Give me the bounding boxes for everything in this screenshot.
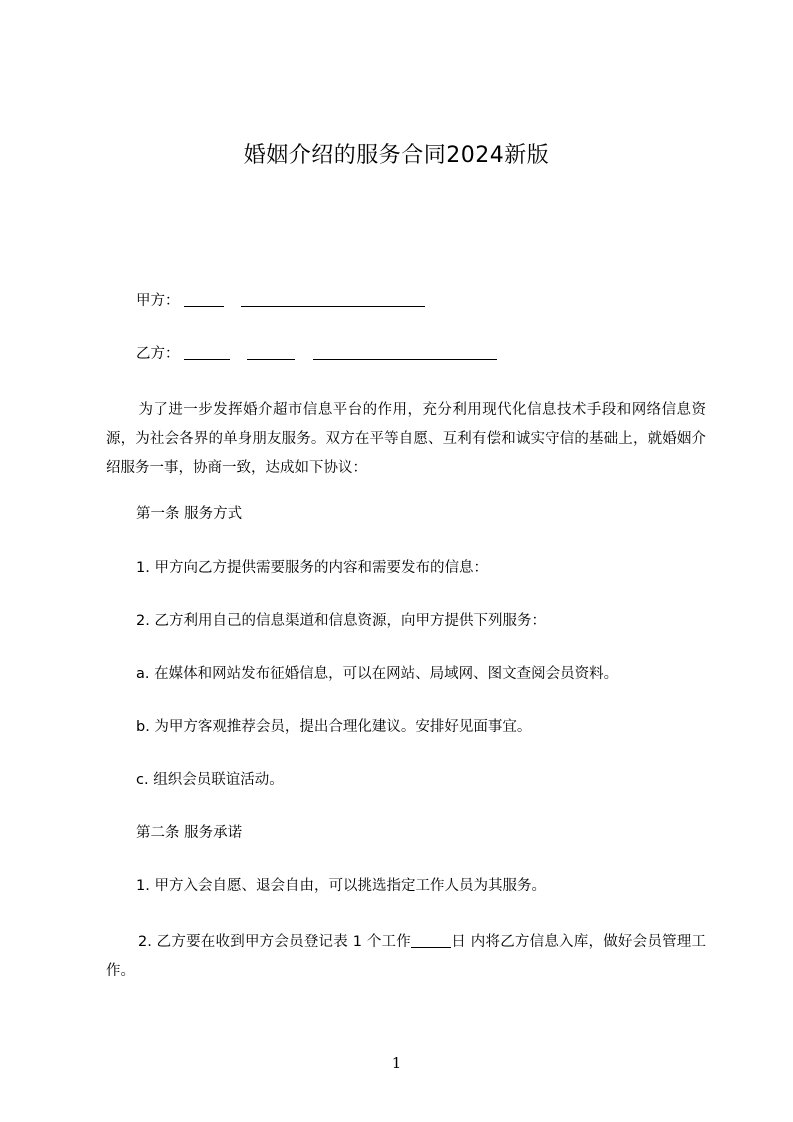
party-a-blank-1[interactable] — [184, 290, 224, 307]
preamble-text: 为了进一步发挥婚介超市信息平台的作用，充分利用现代化信息技术手段和网络信息资源，为社会各界的单身朋友服务。双方在平等自愿、互利有偿和诚实守信的基础上，就婚姻介绍服务一事，协商一致，达成如下协议： — [106, 402, 706, 476]
workday-count-blank[interactable] — [411, 931, 451, 948]
article1-item1: 1. 甲方向乙方提供需要服务的内容和需要发布的信息： — [136, 560, 488, 576]
preamble-paragraph — [106, 396, 706, 483]
party-a-line — [136, 290, 425, 312]
party-a-label: 甲方： — [136, 293, 180, 309]
party-b-blank-2[interactable] — [247, 343, 295, 360]
article2-item2-paragraph — [106, 928, 706, 986]
article1-item-a: a. 在媒体和网站发布征婚信息，可以在网站、局域网、图文查阅会员资料。 — [136, 666, 619, 682]
article1-item-c: c. 组织会员联谊活动。 — [136, 772, 284, 788]
article2-item2-before: 2. 乙方要在收到甲方会员登记表 1 个工作 — [138, 934, 411, 950]
party-b-blank-1[interactable] — [184, 343, 230, 360]
party-b-label: 乙方： — [136, 346, 180, 362]
party-b-line — [136, 343, 497, 365]
document-title: 婚姻介绍的服务合同2024新版 — [243, 143, 550, 168]
article1-heading: 第一条 服务方式 — [136, 506, 243, 522]
party-a-blank-2[interactable] — [241, 290, 425, 307]
article1-item2: 2. 乙方利用自己的信息渠道和信息资源，向甲方提供下列服务： — [136, 613, 546, 629]
party-b-blank-3[interactable] — [313, 343, 497, 360]
article2-item2-after: 日 内将乙方信息入库，做好会员管理工作。 — [106, 934, 706, 979]
article1-item-b: b. 为甲方客观推荐会员，提出合理化建议。安排好见面事宜。 — [136, 719, 532, 735]
article2-item1: 1. 甲方入会自愿、退会自由，可以挑选指定工作人员为其服务。 — [136, 878, 546, 894]
article2-heading: 第二条 服务承诺 — [136, 825, 243, 841]
page-number: 1 — [391, 1054, 402, 1072]
